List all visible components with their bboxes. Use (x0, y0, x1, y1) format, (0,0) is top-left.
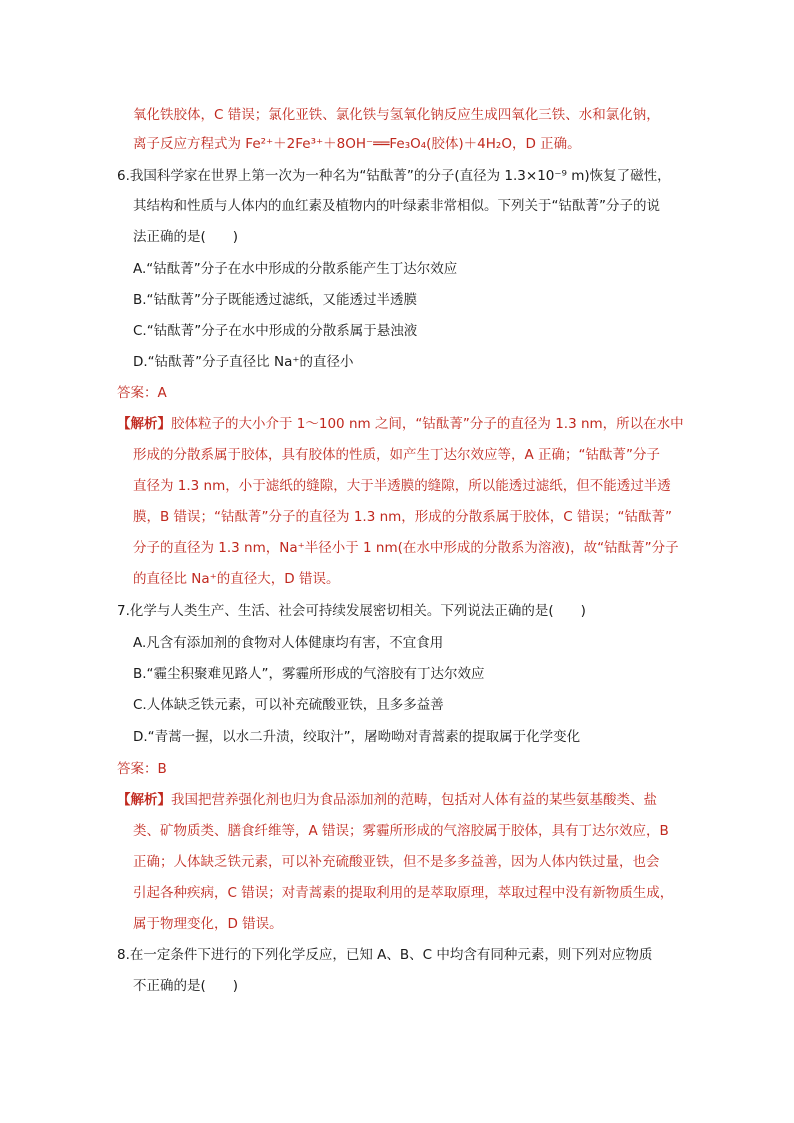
q6-option-d: D.“钴酞菁”分子直径比 Na⁺的直径小 (133, 354, 354, 370)
q6-analysis-line-2: 形成的分散系属于胶体，具有胶体的性质，如产生丁达尔效应等，A 正确；“钴酞菁”分子 (133, 447, 661, 463)
q6-analysis-line-1 (117, 414, 684, 434)
q7-analysis-text-1: 我国把营养强化剂也归为食品添加剂的范畴，包括对人体有益的某些氨基酸类、盐 (171, 792, 657, 808)
q6-stem-line-2: 其结构和性质与人体内的血红素及植物内的叶绿素非常相似。下列关于“钴酞菁”分子的说 (133, 198, 660, 214)
analysis-carryover-line-1: 氧化铁胶体，C 错误；氯化亚铁、氯化铁与氢氧化钠反应生成四氧化三铁、水和氯化钠， (133, 107, 660, 123)
q7-option-a: A.凡含有添加剂的食物对人体健康均有害，不宜食用 (133, 635, 444, 651)
q6-analysis-line-5: 分子的直径为 1.3 nm，Na⁺半径小于 1 nm(在水中形成的分散系为溶液)，故“钴酞菁”分子 (133, 540, 679, 556)
q6-answer: 答案：A (117, 385, 167, 401)
q8-stem-line-2: 不正确的是( ) (133, 978, 239, 994)
q6-analysis-line-6: 的直径比 Na⁺的直径大，D 错误。 (133, 571, 340, 587)
q7-analysis-line-2: 类、矿物质类、膳食纤维等，A 错误；雾霾所形成的气溶胶属于胶体，具有丁达尔效应，B (133, 823, 669, 839)
q7-analysis-line-1 (117, 790, 657, 810)
q6-stem-line-3: 法正确的是( ) (133, 229, 239, 245)
q7-analysis-line-5: 属于物理变化，D 错误。 (133, 916, 283, 932)
q7-stem-line-1: 7.化学与人类生产、生活、社会可持续发展密切相关。下列说法正确的是( ) (117, 603, 586, 619)
analysis-carryover-line-2: 离子反应方程式为 Fe²⁺＋2Fe³⁺＋8OH⁻══Fe₃O₄(胶体)＋4H₂O，D 正确。 (133, 136, 581, 152)
q6-option-c: C.“钴酞菁”分子在水中形成的分散系属于悬浊液 (133, 323, 418, 339)
q7-analysis-line-3: 正确；人体缺乏铁元素，可以补充硫酸亚铁，但不是多多益善，因为人体内铁过量，也会 (133, 854, 660, 870)
q7-analysis-tag: 【解析】 (117, 792, 171, 808)
q7-option-c: C.人体缺乏铁元素，可以补充硫酸亚铁，且多多益善 (133, 697, 444, 713)
q8-stem-line-1: 8.在一定条件下进行的下列化学反应，已知 A、B、C 中均含有同种元素，则下列对应物质 (117, 947, 653, 963)
q6-analysis-line-4: 膜，B 错误；“钴酞菁”分子的直径为 1.3 nm，形成的分散系属于胶体，C 错误；“钴酞菁” (133, 509, 673, 525)
q6-analysis-line-3: 直径为 1.3 nm，小于滤纸的缝隙，大于半透膜的缝隙，所以能透过滤纸，但不能透过半透 (133, 478, 671, 494)
q6-analysis-text-1: 胶体粒子的大小介于 1～100 nm 之间，“钴酞菁”分子的直径为 1.3 nm，所以在水中 (171, 416, 684, 432)
q7-option-b: B.“霾尘积聚难见路人”，雾霾所形成的气溶胶有丁达尔效应 (133, 666, 485, 682)
q6-option-a: A.“钴酞菁”分子在水中形成的分散系能产生丁达尔效应 (133, 261, 458, 277)
q6-option-b: B.“钴酞菁”分子既能透过滤纸，又能透过半透膜 (133, 292, 418, 308)
q6-analysis-tag: 【解析】 (117, 416, 171, 432)
q7-answer: 答案：B (117, 761, 167, 777)
q7-analysis-line-4: 引起各种疾病，C 错误；对青蒿素的提取利用的是萃取原理，萃取过程中没有新物质生成， (133, 885, 674, 901)
q6-stem-line-1: 6.我国科学家在世界上第一次为一种名为“钴酞菁”的分子(直径为 1.3×10⁻⁹ m)恢复了磁性， (117, 168, 671, 184)
q7-option-d: D.“青蒿一握，以水二升渍，绞取汁”，屠呦呦对青蒿素的提取属于化学变化 (133, 729, 581, 745)
